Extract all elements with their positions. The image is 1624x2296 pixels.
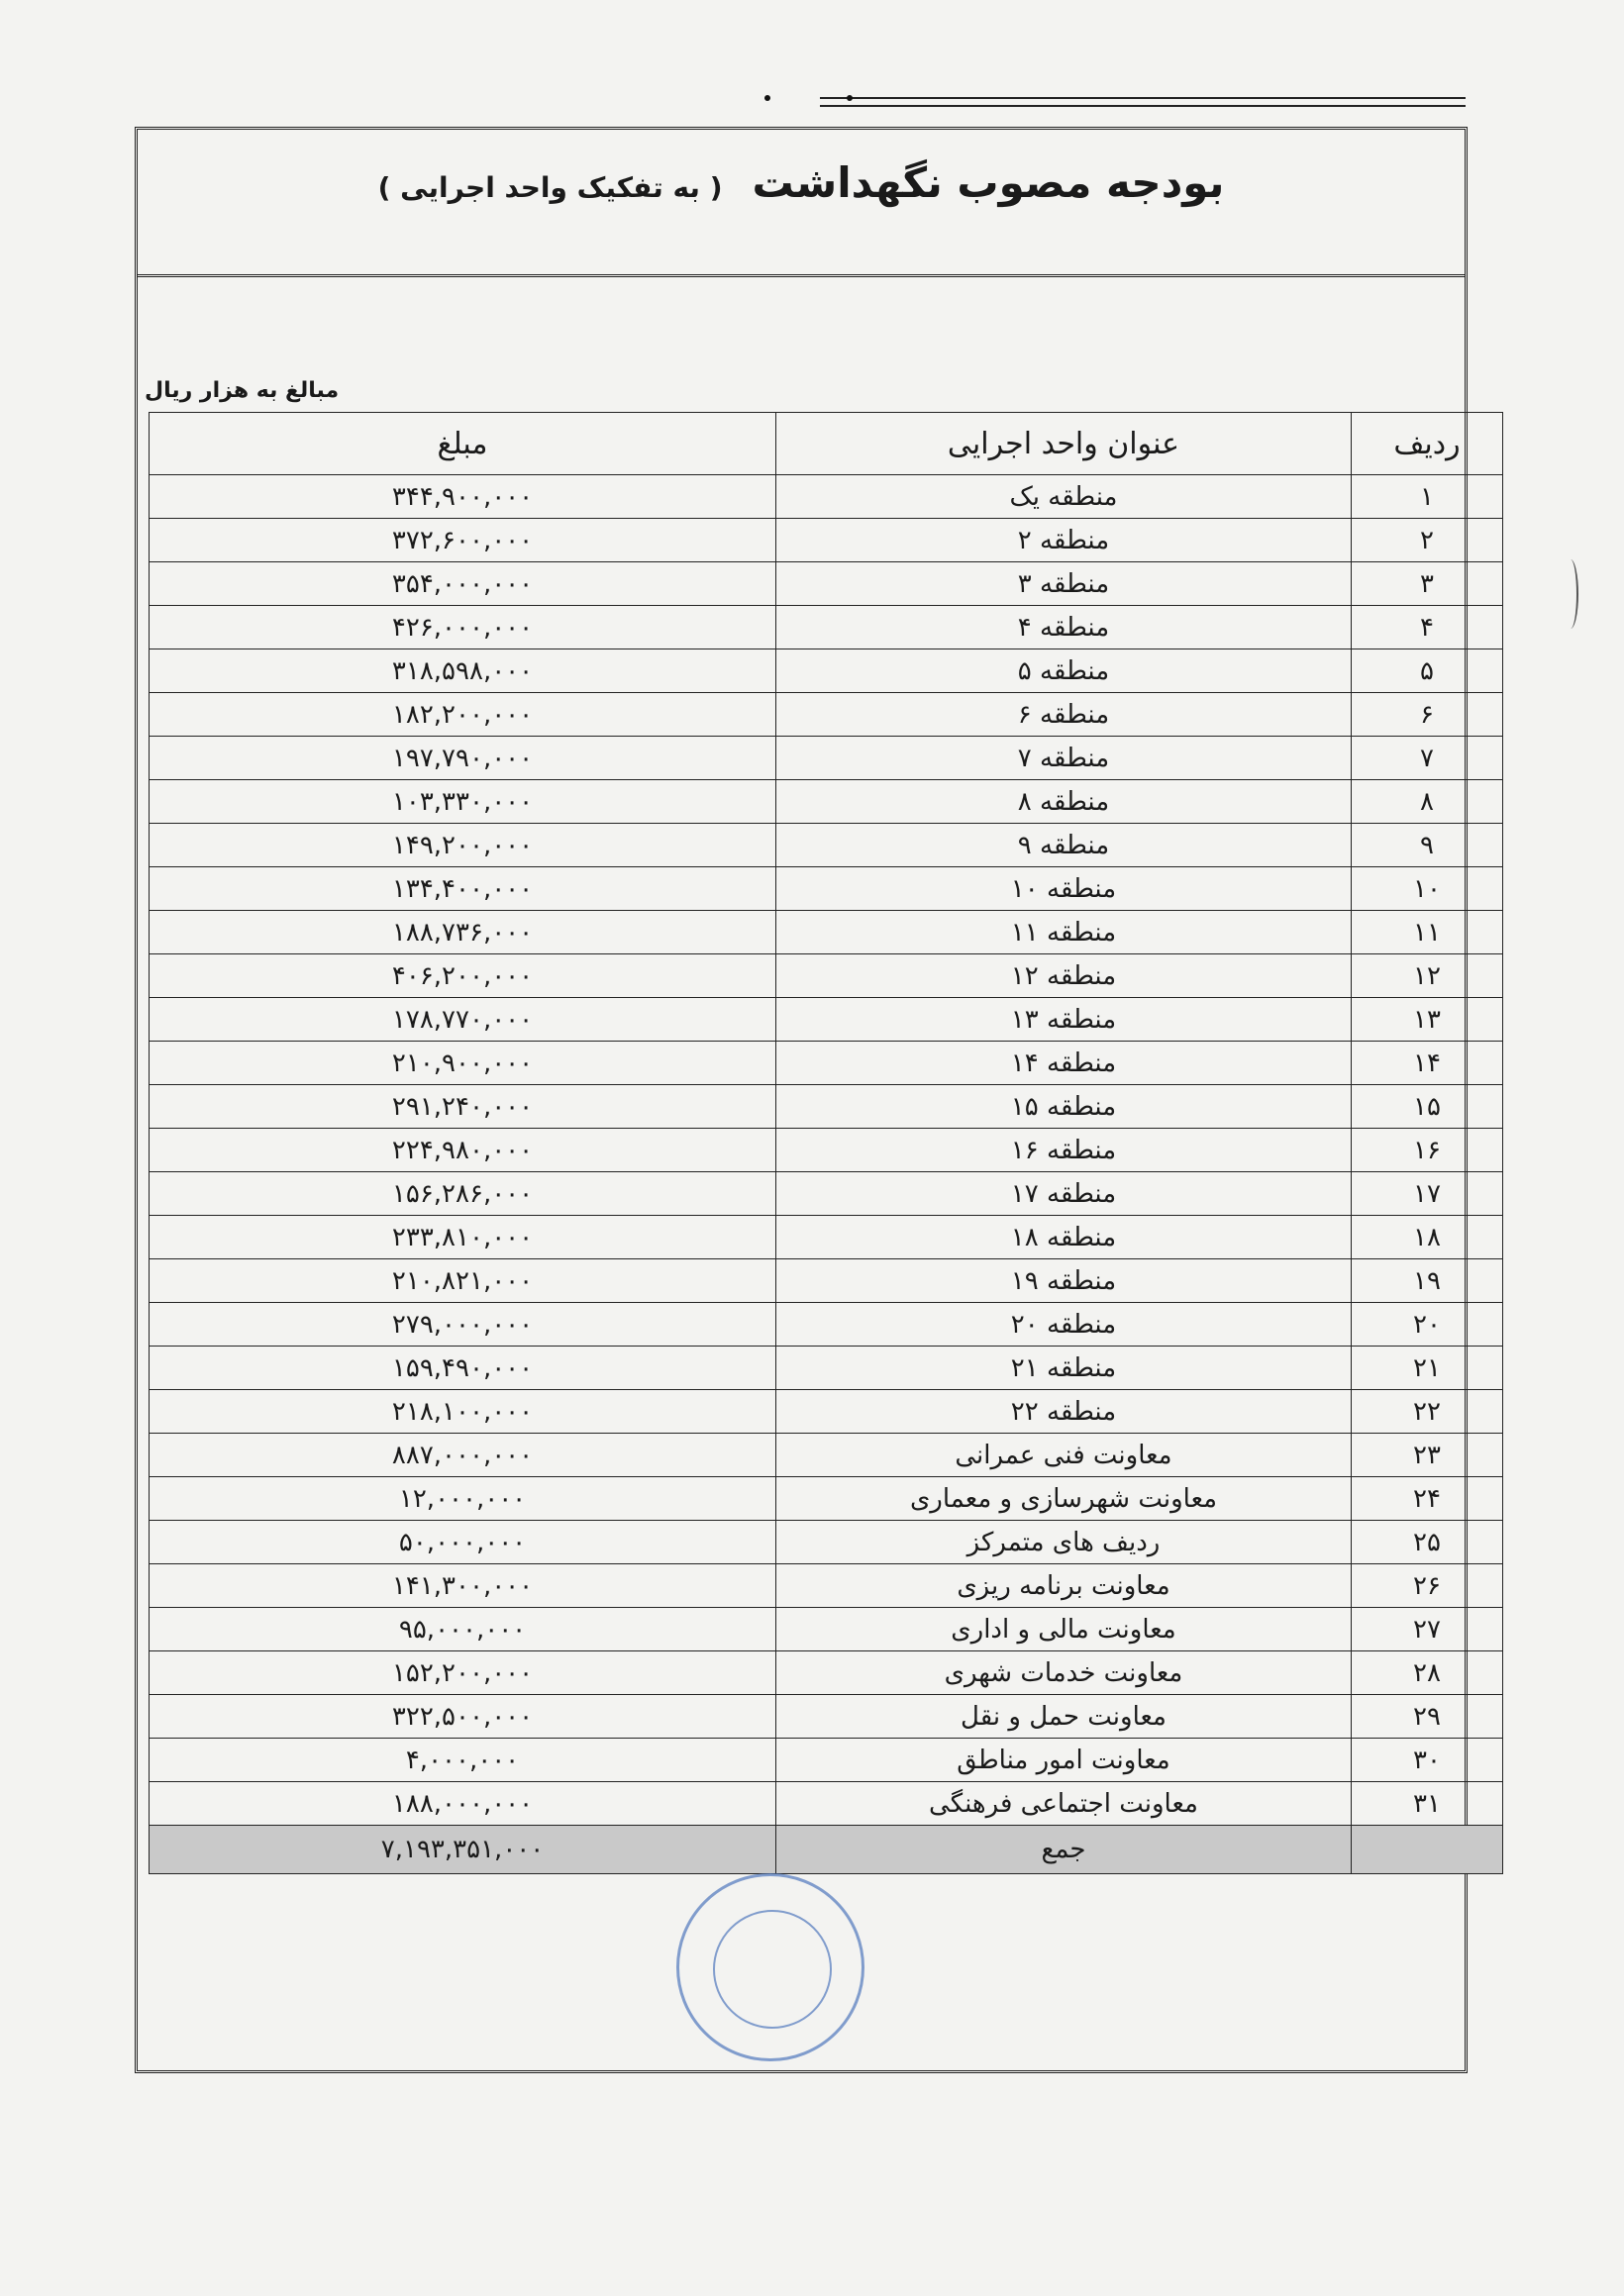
unit-title: منطقه ۲۲ [776,1390,1352,1434]
row-number: ۲ [1352,519,1503,562]
row-number: ۲۵ [1352,1521,1503,1564]
budget-table [149,412,1503,1874]
unit-title: معاونت اجتماعی فرهنگی [776,1782,1352,1826]
row-number: ۱۳ [1352,998,1503,1042]
table-row [150,1521,1503,1564]
row-number: ۶ [1352,693,1503,737]
scan-speck [764,95,770,101]
unit-title: معاونت امور مناطق [776,1739,1352,1782]
unit-title: منطقه ۲۱ [776,1347,1352,1390]
unit-title: منطقه ۱۸ [776,1216,1352,1259]
header-unit-title: عنوان واحد اجرایی [776,413,1352,475]
amount: ۸۸۷,۰۰۰,۰۰۰ [150,1434,776,1477]
amount: ۱۸۲,۲۰۰,۰۰۰ [150,693,776,737]
unit-title: منطقه ۹ [776,824,1352,867]
table-row [150,562,1503,606]
top-double-rule [820,97,1466,107]
row-number: ۲۶ [1352,1564,1503,1608]
amount: ۲۷۹,۰۰۰,۰۰۰ [150,1303,776,1347]
unit-title: منطقه ۱۴ [776,1042,1352,1085]
amount: ۲۱۰,۸۲۱,۰۰۰ [150,1259,776,1303]
unit-note: مبالغ به هزار ریال [145,378,340,403]
unit-title: معاونت مالی و اداری [776,1608,1352,1651]
total-blank [1352,1826,1503,1874]
total-label: جمع [776,1826,1352,1874]
table-row [150,1085,1503,1129]
table-row [150,1172,1503,1216]
row-number: ۱۸ [1352,1216,1503,1259]
amount: ۵۰,۰۰۰,۰۰۰ [150,1521,776,1564]
amount: ۱۲,۰۰۰,۰۰۰ [150,1477,776,1521]
amount: ۱۵۶,۲۸۶,۰۰۰ [150,1172,776,1216]
row-number: ۱۶ [1352,1129,1503,1172]
row-number: ۸ [1352,780,1503,824]
unit-title: منطقه ۱۰ [776,867,1352,911]
unit-title: منطقه یک [776,475,1352,519]
table-row [150,954,1503,998]
unit-title: معاونت شهرسازی و معماری [776,1477,1352,1521]
amount: ۳۴۴,۹۰۰,۰۰۰ [150,475,776,519]
row-number: ۱۵ [1352,1085,1503,1129]
row-number: ۹ [1352,824,1503,867]
unit-title: منطقه ۶ [776,693,1352,737]
amount: ۲۱۸,۱۰۰,۰۰۰ [150,1390,776,1434]
row-number: ۴ [1352,606,1503,649]
table-row [150,1434,1503,1477]
amount: ۲۳۳,۸۱۰,۰۰۰ [150,1216,776,1259]
amount: ۳۵۴,۰۰۰,۰۰۰ [150,562,776,606]
row-number: ۳۰ [1352,1739,1503,1782]
table-row [150,1782,1503,1826]
table-row [150,693,1503,737]
unit-title: معاونت خدمات شهری [776,1651,1352,1695]
row-number: ۱۰ [1352,867,1503,911]
title-box [137,129,1466,277]
unit-title: منطقه ۲۰ [776,1303,1352,1347]
amount: ۳۲۲,۵۰۰,۰۰۰ [150,1695,776,1739]
title-main: بودجه مصوب نگهداشت [752,158,1225,207]
row-number: ۷ [1352,737,1503,780]
table-row [150,1608,1503,1651]
amount: ۹۵,۰۰۰,۰۰۰ [150,1608,776,1651]
table-row [150,1739,1503,1782]
unit-title: منطقه ۳ [776,562,1352,606]
table-row [150,1695,1503,1739]
table-row [150,606,1503,649]
amount: ۴۰۶,۲۰۰,۰۰۰ [150,954,776,998]
amount: ۳۱۸,۵۹۸,۰۰۰ [150,649,776,693]
row-number: ۲۱ [1352,1347,1503,1390]
table-row [150,911,1503,954]
row-number: ۲۹ [1352,1695,1503,1739]
table-row [150,737,1503,780]
amount: ۴,۰۰۰,۰۰۰ [150,1739,776,1782]
amount: ۱۴۱,۳۰۰,۰۰۰ [150,1564,776,1608]
unit-title: منطقه ۸ [776,780,1352,824]
table-row [150,1129,1503,1172]
table-row [150,1390,1503,1434]
amount: ۲۲۴,۹۸۰,۰۰۰ [150,1129,776,1172]
amount: ۱۵۲,۲۰۰,۰۰۰ [150,1651,776,1695]
unit-title: منطقه ۱۶ [776,1129,1352,1172]
table-row [150,649,1503,693]
table-row [150,1651,1503,1695]
unit-title: منطقه ۱۱ [776,911,1352,954]
amount: ۱۳۴,۴۰۰,۰۰۰ [150,867,776,911]
unit-title: منطقه ۱۲ [776,954,1352,998]
amount: ۳۷۲,۶۰۰,۰۰۰ [150,519,776,562]
row-number: ۲۲ [1352,1390,1503,1434]
unit-title: منطقه ۱۹ [776,1259,1352,1303]
amount: ۱۵۹,۴۹۰,۰۰۰ [150,1347,776,1390]
table-row [150,1216,1503,1259]
row-number: ۳ [1352,562,1503,606]
row-number: ۱ [1352,475,1503,519]
row-number: ۳۱ [1352,1782,1503,1826]
row-number: ۱۱ [1352,911,1503,954]
unit-title: منطقه ۱۵ [776,1085,1352,1129]
table-row [150,780,1503,824]
unit-title: معاونت حمل و نقل [776,1695,1352,1739]
unit-title: منطقه ۲ [776,519,1352,562]
header-amount: مبلغ [150,413,776,475]
table-row [150,1564,1503,1608]
table-row [150,824,1503,867]
total-amount: ۷,۱۹۳,۳۵۱,۰۰۰ [150,1826,776,1874]
row-number: ۱۴ [1352,1042,1503,1085]
table-row [150,1477,1503,1521]
amount: ۴۲۶,۰۰۰,۰۰۰ [150,606,776,649]
amount: ۱۷۸,۷۷۰,۰۰۰ [150,998,776,1042]
unit-title: منطقه ۱۷ [776,1172,1352,1216]
official-stamp [676,1873,864,2061]
amount: ۱۸۸,۰۰۰,۰۰۰ [150,1782,776,1826]
table-row [150,1303,1503,1347]
amount: ۲۱۰,۹۰۰,۰۰۰ [150,1042,776,1085]
scan-speck [847,95,853,101]
header-row-number: ردیف [1352,413,1503,475]
amount: ۱۹۷,۷۹۰,۰۰۰ [150,737,776,780]
table-row [150,1042,1503,1085]
table-row [150,475,1503,519]
row-number: ۲۰ [1352,1303,1503,1347]
table-row [150,1259,1503,1303]
margin-mark [1563,559,1578,629]
table-row [150,867,1503,911]
unit-title: ردیف های متمرکز [776,1521,1352,1564]
unit-title: منطقه ۴ [776,606,1352,649]
unit-title: منطقه ۱۳ [776,998,1352,1042]
unit-title: معاونت برنامه ریزی [776,1564,1352,1608]
amount: ۱۰۳,۳۳۰,۰۰۰ [150,780,776,824]
row-number: ۲۸ [1352,1651,1503,1695]
total-row [150,1826,1503,1874]
unit-title: منطقه ۵ [776,649,1352,693]
table-header-row [150,413,1503,475]
page-title [378,158,1225,207]
row-number: ۲۷ [1352,1608,1503,1651]
title-sub: ( به تفکیک واحد اجرایی ) [377,171,723,204]
amount: ۲۹۱,۲۴۰,۰۰۰ [150,1085,776,1129]
table-row [150,998,1503,1042]
unit-title: معاونت فنی عمرانی [776,1434,1352,1477]
row-number: ۱۷ [1352,1172,1503,1216]
row-number: ۲۳ [1352,1434,1503,1477]
table-row [150,519,1503,562]
row-number: ۲۴ [1352,1477,1503,1521]
row-number: ۱۹ [1352,1259,1503,1303]
row-number: ۵ [1352,649,1503,693]
amount: ۱۴۹,۲۰۰,۰۰۰ [150,824,776,867]
row-number: ۱۲ [1352,954,1503,998]
amount: ۱۸۸,۷۳۶,۰۰۰ [150,911,776,954]
table-row [150,1347,1503,1390]
unit-title: منطقه ۷ [776,737,1352,780]
